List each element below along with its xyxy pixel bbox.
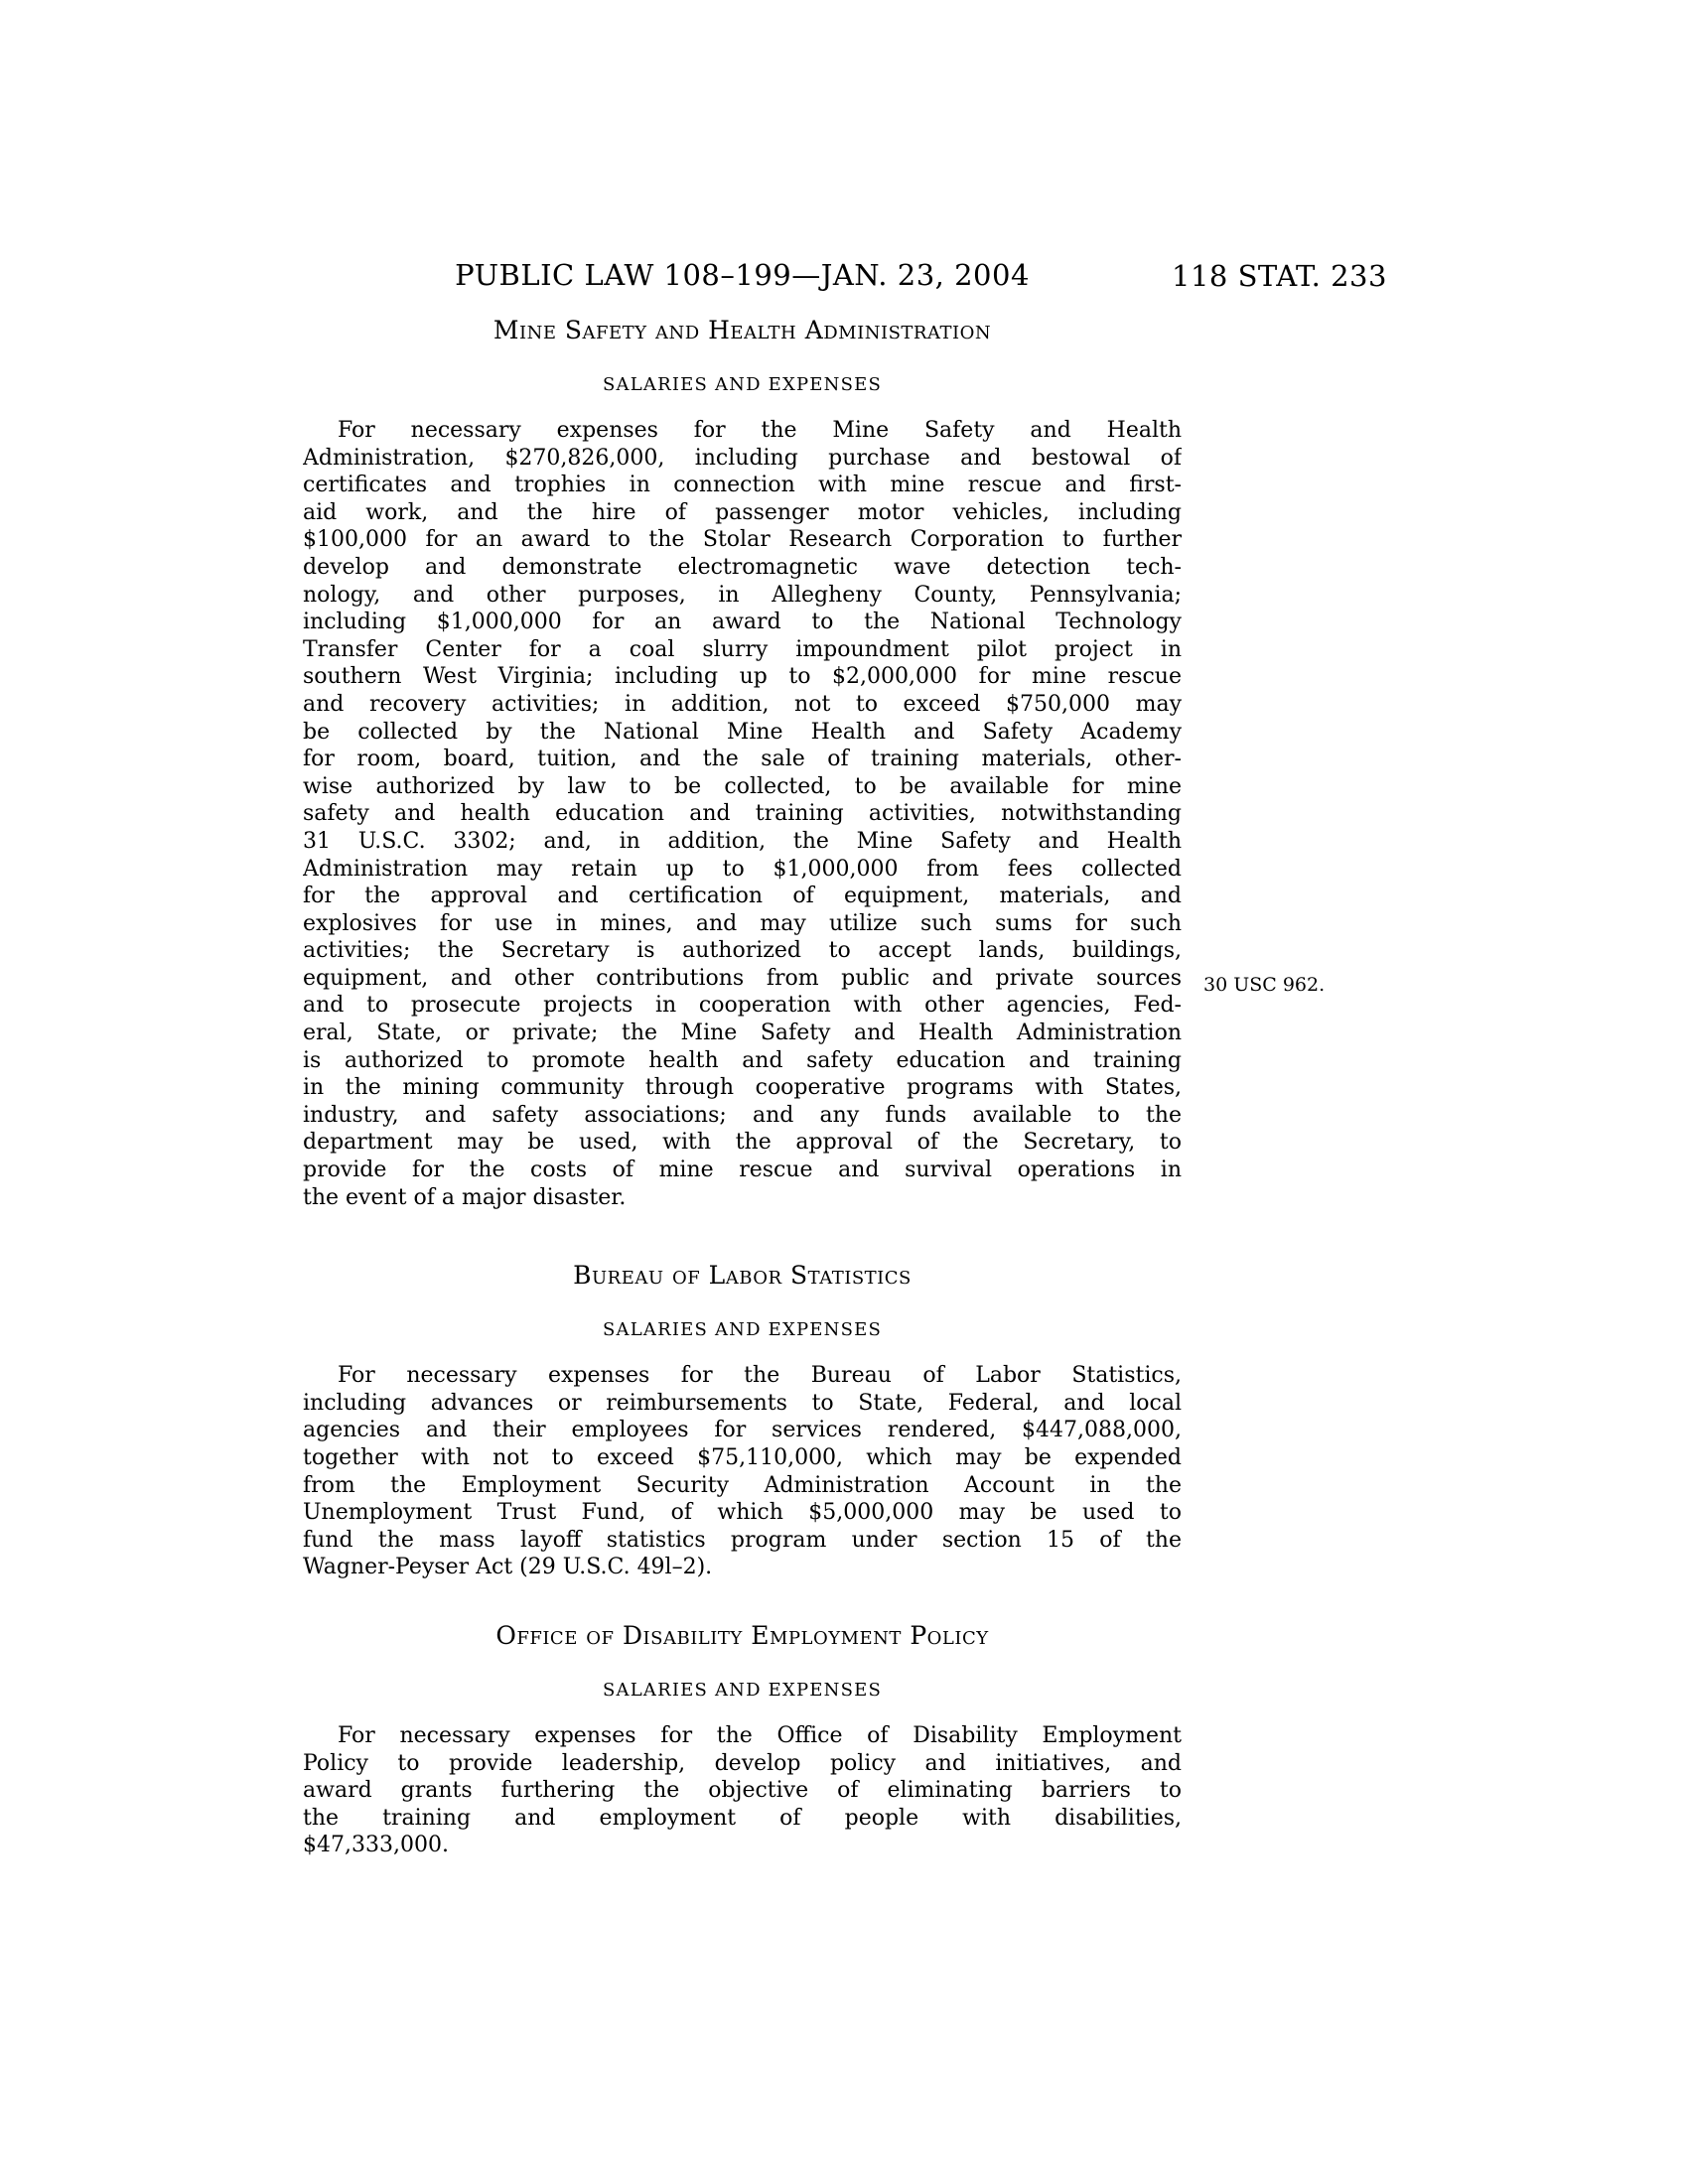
- text-line: Unemployment Trust Fund, of which $5,000,000 may be used to: [303, 1500, 1182, 1526]
- text-line: award grants furthering the objective of eliminating barriers to: [303, 1778, 1182, 1804]
- text-line: including $1,000,000 for an award to the National Technology: [303, 610, 1182, 635]
- text-line: industry, and safety associations; and any funds available to the: [303, 1102, 1182, 1128]
- text-line: develop and demonstrate electromagnetic wave detection tech-: [303, 554, 1182, 580]
- text-line: is authorized to promote health and safety education and training: [303, 1047, 1182, 1073]
- text-line: Transfer Center for a coal slurry impoundment pilot project in: [303, 636, 1182, 662]
- account-heading-msha-salaries: SALARIES AND EXPENSES: [603, 374, 882, 395]
- text-line: Administration may retain up to $1,000,000 from fees collected: [303, 856, 1182, 882]
- text-line: For necessary expenses for the Mine Safety and Health: [338, 418, 1182, 443]
- text-line: southern West Virginia; including up to $2,000,000 for mine rescue: [303, 664, 1182, 690]
- text-line: $47,333,000.: [303, 1833, 449, 1858]
- text-line: for room, board, tuition, and the sale of training materials, other-: [303, 747, 1182, 772]
- text-line: explosives for use in mines, and may utilize such sums for such: [303, 910, 1182, 936]
- account-heading-bls-salaries: SALARIES AND EXPENSES: [603, 1319, 882, 1341]
- text-line: agencies and their employees for services rendered, $447,088,000,: [303, 1418, 1182, 1443]
- text-line: safety and health education and training activities, notwithstanding: [303, 801, 1182, 827]
- account-heading-odep-salaries: SALARIES AND EXPENSES: [603, 1679, 882, 1701]
- text-column: [303, 258, 1182, 1859]
- text-line: fund the mass layoff statistics program under section 15 of the: [303, 1527, 1182, 1553]
- text-line: activities; the Secretary is authorized to accept lands, buildings,: [303, 938, 1182, 964]
- agency-heading-odep: Office of Disability Employment Policy: [495, 1620, 989, 1650]
- text-line: equipment, and other contributions from public and private sources: [303, 965, 1182, 991]
- text-line: be collected by the National Mine Health and Safety Academy: [303, 719, 1182, 745]
- text-line: wise authorized by law to be collected, to be available for mine: [303, 773, 1182, 799]
- paragraph-bls-appropriation: [303, 1362, 1182, 1581]
- text-line: for the approval and certification of equipment, materials, and: [303, 884, 1182, 909]
- text-line: Administration, $270,826,000, including purchase and bestowal of: [303, 445, 1182, 471]
- text-line: certificates and trophies in connection with mine rescue and first-: [303, 473, 1182, 498]
- paragraph-msha-appropriation: [303, 417, 1182, 1211]
- text-line: and recovery activities; in addition, not to exceed $750,000 may: [303, 691, 1182, 717]
- text-line: department may be used, with the approval of the Secretary, to: [303, 1130, 1182, 1156]
- text-line: $100,000 for an award to the Stolar Research Corporation to further: [303, 527, 1182, 553]
- text-line: nology, and other purposes, in Allegheny County, Pennsylvania;: [303, 582, 1182, 608]
- text-line: and to prosecute projects in cooperation with other agencies, Fed-: [303, 993, 1182, 1019]
- text-line: For necessary expenses for the Bureau of Labor Statistics,: [338, 1363, 1182, 1389]
- stat-page-number: 118 STAT. 233: [1172, 259, 1387, 293]
- text-line: provide for the costs of mine rescue and survival operations in: [303, 1158, 1182, 1183]
- text-line: Policy to provide leadership, develop policy and initiatives, and: [303, 1750, 1182, 1776]
- text-line: together with not to exceed $75,110,000, which may be expended: [303, 1445, 1182, 1470]
- agency-heading-msha: Mine Safety and Health Administration: [492, 316, 992, 344]
- text-line: 31 U.S.C. 3302; and, in addition, the Mine Safety and Health: [303, 828, 1182, 854]
- margin-citation: 30 USC 962.: [1203, 974, 1326, 996]
- text-line: eral, State, or private; the Mine Safety and Health Administration: [303, 1021, 1182, 1046]
- text-line: the training and employment of people with disabilities,: [303, 1805, 1182, 1831]
- text-line: Wagner-Peyser Act (29 U.S.C. 49l–2).: [303, 1555, 713, 1580]
- text-line: from the Employment Security Administration Account in the: [303, 1472, 1182, 1498]
- text-line: the event of a major disaster.: [303, 1184, 627, 1210]
- paragraph-odep-appropriation: [303, 1722, 1182, 1859]
- text-line: including advances or reimbursements to State, Federal, and local: [303, 1390, 1182, 1416]
- text-line: For necessary expenses for the Office of Disability Employment: [338, 1722, 1182, 1748]
- running-head-law-title: PUBLIC LAW 108–199—JAN. 23, 2004: [455, 258, 1030, 292]
- text-line: in the mining community through cooperative programs with States,: [303, 1075, 1182, 1101]
- text-line: aid work, and the hire of passenger motor vehicles, including: [303, 499, 1182, 525]
- agency-heading-bls: Bureau of Labor Statistics: [573, 1261, 912, 1291]
